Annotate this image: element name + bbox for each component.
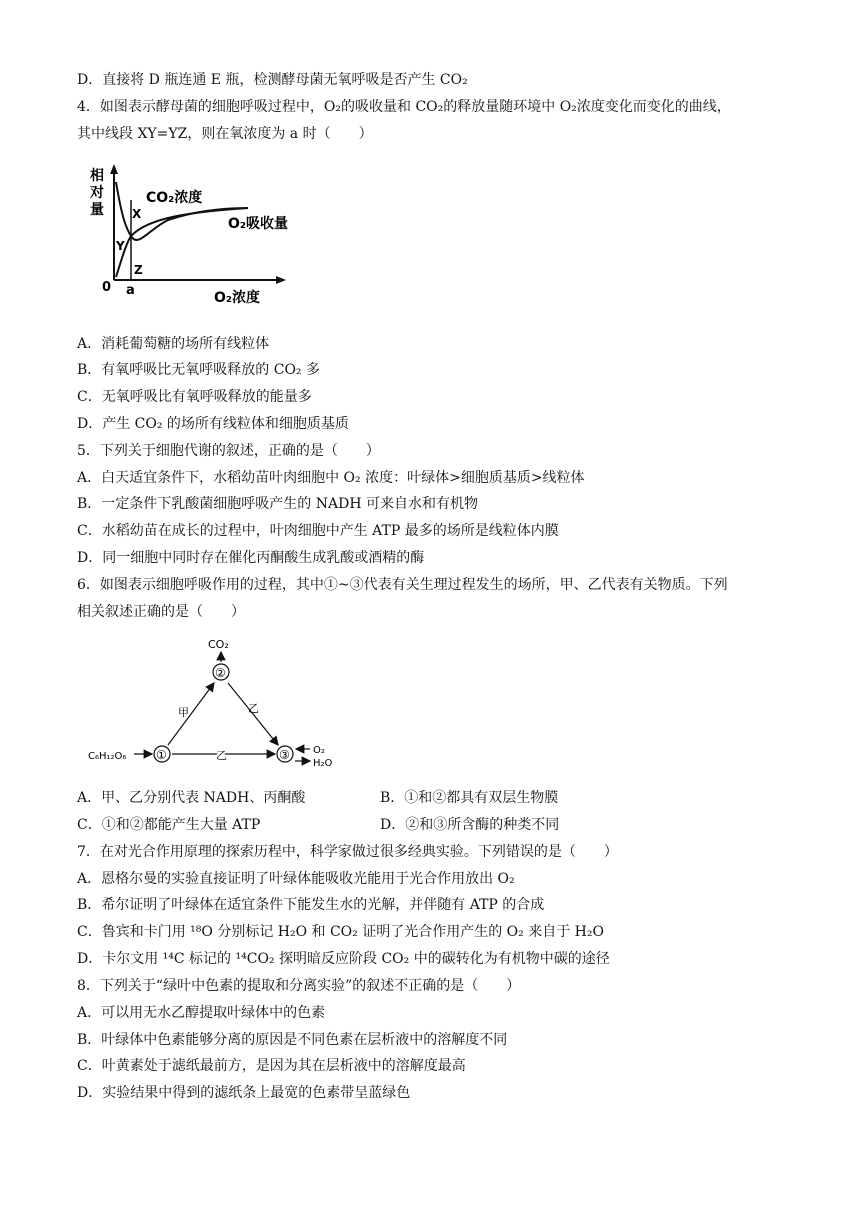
q7-stem: 7．在对光合作用原理的探索历程中，科学家做过很多经典实验。下列错误的是（ ） <box>77 844 618 860</box>
q7-option-b: B．希尔证明了叶绿体在适宜条件下能发生水的光解，并伴随有 ATP 的合成 <box>77 897 545 913</box>
q6-yi-bottom: 乙 <box>216 749 227 762</box>
q4-stem-line2: 其中线段 XY=YZ，则在氧浓度为 a 时（ ） <box>77 126 373 142</box>
q8-option-a: A．可以用无水乙醇提取叶绿体中的色素 <box>77 1005 326 1021</box>
q4-origin: 0 <box>102 280 112 295</box>
q5-option-d: D．同一细胞中同时存在催化丙酮酸生成乳酸或酒精的酶 <box>77 550 425 566</box>
q4-o2-label: O₂吸收量 <box>228 216 288 232</box>
q4-option-c: C．无氧呼吸比有氧呼吸释放的能量多 <box>77 389 312 405</box>
q4-figure <box>88 158 288 308</box>
q7-option-c: C．鲁宾和卡门用 ¹⁸O 分别标记 H₂O 和 CO₂ 证明了光合作用产生的 O₂ 来自于 H₂O <box>77 924 604 940</box>
q6-stem-line1: 6．如图表示细胞呼吸作用的过程，其中①~③代表有关生理过程发生的场所，甲、乙代表有关物质。下列 <box>77 577 728 593</box>
q7-option-d: D．卡尔文用 ¹⁴C 标记的 ¹⁴CO₂ 探明暗反应阶段 CO₂ 中的碳转化为有机物中碳的途径 <box>77 951 610 967</box>
q4-stem-line1: 4．如图表示酵母菌的细胞呼吸过程中，O₂的吸收量和 CO₂的释放量随环境中 O₂浓度变化而变化的曲线， <box>77 99 731 115</box>
q5-option-a: A．白天适宜条件下，水稻幼苗叶肉细胞中 O₂ 浓度：叶绿体>细胞质基质>线粒体 <box>77 470 585 486</box>
q6-option-d: D．②和③所含酶的种类不同 <box>380 817 560 833</box>
q6-figure <box>88 630 348 775</box>
q6-site1: ① <box>156 748 167 762</box>
q4-x-axis-arrow <box>276 276 286 284</box>
q4-ylabel-2: 对 <box>90 185 104 201</box>
q5-option-c: C．水稻幼苗在成长的过程中，叶肉细胞中产生 ATP 最多的场所是线粒体内膜 <box>77 523 559 539</box>
q5-stem: 5．下列关于细胞代谢的叙述，正确的是（ ） <box>77 443 380 459</box>
q6-glucose: C₆H₁₂O₆ <box>88 751 127 762</box>
q8-option-c: C．叶黄素处于滤纸最前方，是因为其在层析液中的溶解度最高 <box>77 1058 466 1074</box>
q6-site2: ② <box>215 666 226 680</box>
q6-stem-line2: 相关叙述正确的是（ ） <box>77 604 245 620</box>
q4-tick-a: a <box>126 283 135 298</box>
q4-y-axis-arrow <box>110 164 118 174</box>
q6-option-c: C．①和②都能产生大量 ATP <box>77 817 261 833</box>
q6-co2: CO₂ <box>208 638 229 651</box>
q4-xlabel: O₂浓度 <box>214 290 261 306</box>
q6-option-b: B．①和②都具有双层生物膜 <box>380 790 559 806</box>
q4-point-y: Y <box>116 239 125 253</box>
q8-option-d: D．实验结果中得到的滤纸条上最宽的色素带呈蓝绿色 <box>77 1085 411 1101</box>
q4-option-b: B．有氧呼吸比无氧呼吸释放的 CO₂ 多 <box>77 362 320 378</box>
q3-option-d: D．直接将 D 瓶连通 E 瓶，检测酵母菌无氧呼吸是否产生 CO₂ <box>77 72 468 88</box>
q6-yi-top: 乙 <box>248 702 259 715</box>
q4-point-x: X <box>132 207 142 221</box>
q6-arrow-1-2 <box>168 683 214 745</box>
q4-ylabel-3: 量 <box>90 202 104 218</box>
q6-site3: ③ <box>279 748 290 762</box>
q6-option-a: A．甲、乙分别代表 NADH、丙酮酸 <box>77 790 306 806</box>
q6-o2: O₂ <box>313 745 325 756</box>
q7-option-a: A．恩格尔曼的实验直接证明了叶绿体能吸收光能用于光合作用放出 O₂ <box>77 871 515 887</box>
q6-jia: 甲 <box>178 706 189 719</box>
q5-option-b: B．一定条件下乳酸菌细胞呼吸产生的 NADH 可来自水和有机物 <box>77 496 478 512</box>
q8-stem: 8．下列关于“绿叶中色素的提取和分离实验”的叙述不正确的是（ ） <box>77 978 521 994</box>
q8-option-b: B．叶绿体中色素能够分离的原因是不同色素在层析液中的溶解度不同 <box>77 1032 508 1048</box>
q4-ylabel-1: 相 <box>90 168 104 184</box>
q4-option-d: D．产生 CO₂ 的场所有线粒体和细胞质基质 <box>77 416 349 432</box>
q4-option-a: A．消耗葡萄糖的场所有线粒体 <box>77 336 270 352</box>
q4-co2-label: CO₂浓度 <box>146 190 203 206</box>
q6-h2o: H₂O <box>313 758 333 769</box>
q4-point-z: Z <box>134 263 143 277</box>
